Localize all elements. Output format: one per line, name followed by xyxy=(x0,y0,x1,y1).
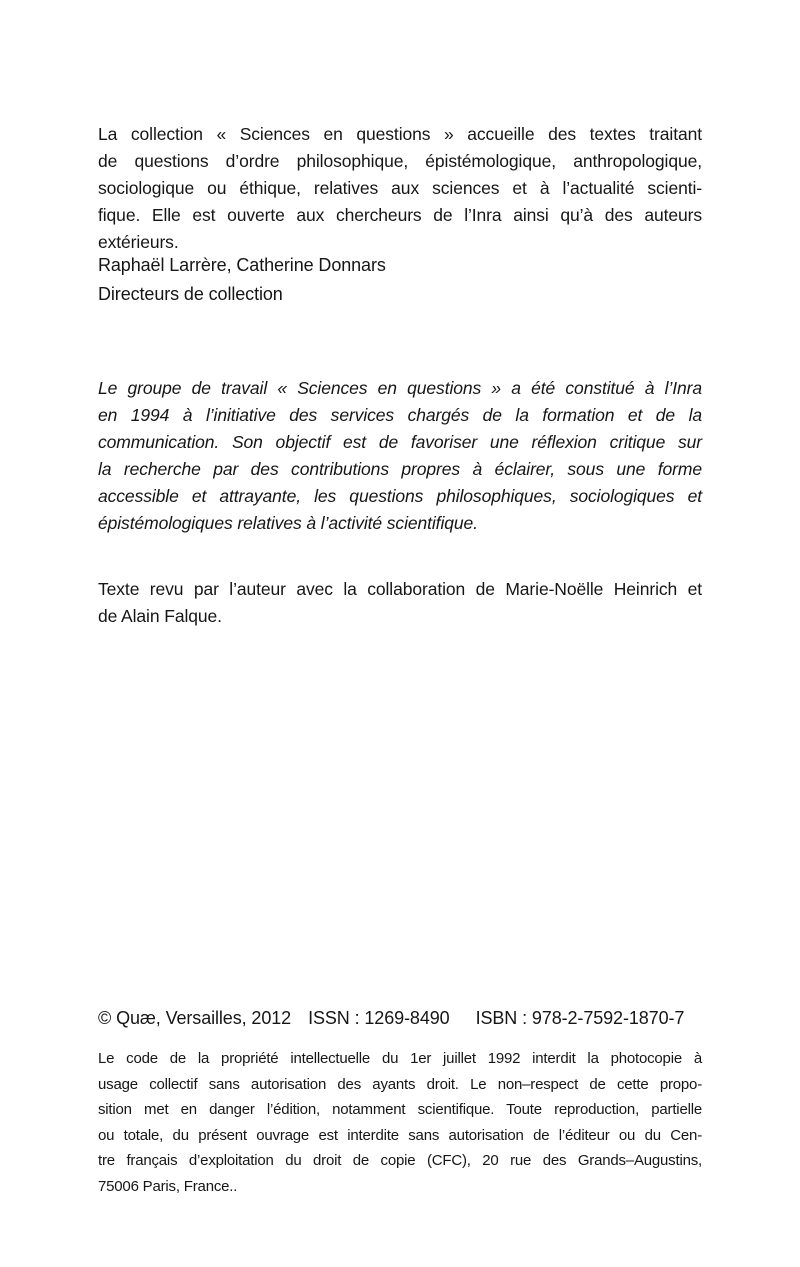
working-group-paragraph xyxy=(98,375,702,537)
text-line: accessible et attrayante, les questions philosophiques, sociologiques et xyxy=(98,486,702,506)
text-line: en 1994 à l’initiative des services chargés de la formation et de la xyxy=(98,405,702,425)
isbn-text: ISBN : 978-2-7592-1870-7 xyxy=(475,1008,685,1028)
text-line: Le code de la propriété intellectuelle du 1er juillet 1992 interdit la photocopie à xyxy=(98,1050,702,1067)
text-line: extérieurs. xyxy=(98,232,179,252)
text-line: de questions d’ordre philosophique, épistémologique, anthropologique, xyxy=(98,151,702,171)
directors-names: Raphaël Larrère, Catherine Donnars xyxy=(98,255,386,275)
text-line: usage collectif sans autorisation des ayants droit. Le non–respect de cette propo- xyxy=(98,1075,702,1093)
directors-role: Directeurs de collection xyxy=(98,284,283,304)
publication-info-line xyxy=(98,1005,702,1032)
text-line: communication. Son objectif est de favoriser une réflexion critique sur xyxy=(98,432,702,452)
text-line: de Alain Falque. xyxy=(98,606,222,626)
text-line: ou totale, du présent ouvrage est interdite sans autorisation de l’éditeur ou du Cen- xyxy=(98,1126,702,1144)
issn-text: ISSN : 1269-8490 xyxy=(308,1008,450,1028)
text-line: tre français d’exploitation du droit de copie (CFC), 20 rue des Grands–Augustins, xyxy=(98,1152,702,1169)
text-line: La collection « Sciences en questions » accueille des textes traitant xyxy=(98,124,702,144)
text-line: épistémologiques relatives à l’activité scientifique. xyxy=(98,513,478,533)
text-line: 75006 Paris, France.. xyxy=(98,1177,238,1195)
legal-paragraph xyxy=(98,1046,702,1199)
text-line: Texte revu par l’auteur avec la collaboration de Marie-Noëlle Heinrich et xyxy=(98,579,702,599)
collection-paragraph xyxy=(98,121,702,256)
revision-paragraph xyxy=(98,576,702,630)
copyright-text: © Quæ, Versailles, 2012 xyxy=(98,1008,292,1028)
text-line: Le groupe de travail « Sciences en questions » a été constitué à l’Inra xyxy=(98,378,702,398)
text-line: la recherche par des contributions propres à éclairer, sous une forme xyxy=(98,459,702,479)
text-line: sition met en danger l’édition, notamment scientifique. Toute reproduction, partielle xyxy=(98,1101,702,1118)
text-line: sociologique ou éthique, relatives aux sciences et à l’actualité scienti- xyxy=(98,178,702,198)
text-line: fique. Elle est ouverte aux chercheurs de l’Inra ainsi qu’à des auteurs xyxy=(98,205,702,225)
directors-block xyxy=(98,251,702,309)
